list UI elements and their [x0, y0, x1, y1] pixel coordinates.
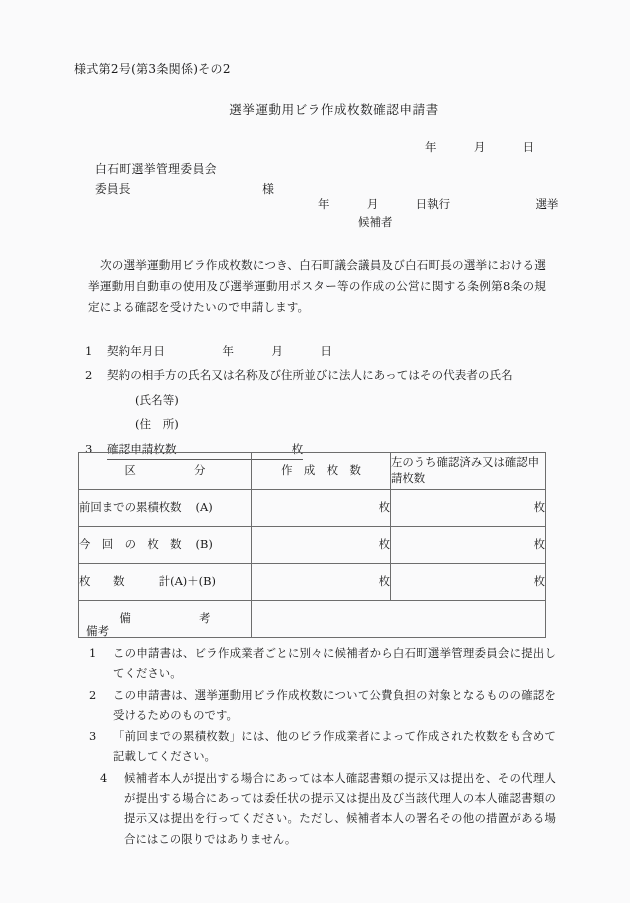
- header-confirmed-count: 左のうち確認済み又は確認申請枚数: [391, 453, 546, 490]
- addressee-chief-label: 委員長: [95, 182, 131, 196]
- counterparty-address-field: (住 所): [135, 417, 179, 432]
- item-label: 確認申請枚数: [107, 441, 177, 456]
- note-number: 3: [89, 729, 97, 744]
- item-label: 契約年月日: [107, 344, 165, 358]
- count-table: [78, 452, 546, 638]
- note-item: [86, 643, 556, 684]
- contract-month-label: 月: [271, 344, 283, 358]
- cell-made-current[interactable]: 枚: [252, 527, 391, 564]
- addressee-chief-row: [95, 180, 274, 198]
- note-text: 候補者本人が提出する場合にあっては本人確認書類の提示又は提出を、その代理人が提出する場合にあっては委任状の提示又は提出及び当該代理人の本人確認書類の提示又は提出を行ってください。ただし、候補者本人の署名その他の措置がある場合にはこの限りではありません。: [124, 770, 556, 846]
- note-item: [86, 768, 556, 849]
- body-paragraph: 次の選挙運動用ビラ作成枚数につき、白石町議会議員及び白石町長の選挙における選挙運動用自動車の使用及び選挙運動用ポスター等の作成の公営に関する条例第8条の規定による確認を受けたいので申請します。: [88, 258, 546, 315]
- cell-made-total[interactable]: 枚: [252, 564, 391, 601]
- row-label-cumulative: [79, 490, 252, 527]
- item-number: 2: [85, 368, 93, 383]
- note-number: 1: [89, 645, 97, 660]
- cell-confirmed-current[interactable]: 枚: [391, 527, 546, 564]
- election-label: 選挙: [535, 197, 559, 211]
- notes-title: 備考: [86, 624, 110, 638]
- note-text: この申請書は、ビラ作成業者ごとに別々に候補者から白石町選挙管理委員会に提出してください。: [113, 645, 556, 681]
- table-header-row: [79, 453, 546, 490]
- note-number: 2: [89, 687, 97, 702]
- item-contract-date: [85, 343, 555, 360]
- row-label-suffix: (A): [195, 500, 213, 515]
- numbered-items: [85, 343, 555, 467]
- election-day-execute-label: 日執行: [415, 197, 451, 211]
- item-counterparty: [85, 367, 555, 384]
- candidate-label: 候補者: [358, 215, 393, 229]
- table-row: [79, 527, 546, 564]
- item-number: 1: [85, 344, 93, 358]
- note-text: この申請書は、選挙運動用ビラ作成枚数について公費負担の対象となるものの確認を受けるためのものです。: [113, 687, 556, 722]
- counterparty-name-field: (氏名等): [135, 392, 179, 407]
- item-label: 契約の相手方の氏名又は名称及び住所並びに法人にあってはその代表者の氏名: [107, 368, 513, 383]
- note-item: [86, 726, 556, 767]
- election-month-label: 月: [366, 197, 379, 211]
- row-label-remarks: 備 考: [79, 601, 252, 638]
- note-number: 4: [100, 770, 108, 785]
- header-made-count: 作 成 枚 数: [252, 453, 391, 490]
- note-item: [86, 685, 556, 726]
- row-label-suffix: (B): [195, 537, 213, 552]
- row-label-current: [79, 527, 252, 564]
- row-label-total: [79, 564, 252, 601]
- row-label-text: 枚 数 計(A)＋(B): [79, 574, 216, 589]
- row-label-text: 今 回 の 枚 数: [79, 537, 182, 552]
- row-label-text: 前回までの累積枚数: [79, 500, 182, 515]
- document-title: 選挙運動用ビラ作成枚数確認申請書: [229, 102, 439, 117]
- header-division: 区 分: [79, 453, 252, 490]
- note-text: 「前回までの累積枚数」には、他のビラ作成業者によって作成された枚数をも含めて記載してください。: [113, 729, 556, 764]
- addressee-honorific: 様: [262, 182, 274, 196]
- contract-year-label: 年: [222, 344, 234, 358]
- table-row: [79, 564, 546, 601]
- requested-count-unit: 枚: [291, 441, 304, 456]
- table-row: [79, 490, 546, 527]
- cell-confirmed-total[interactable]: 枚: [391, 564, 546, 601]
- addressee-organization: 白石町選挙管理委員会: [95, 162, 217, 176]
- notes-section: [86, 623, 556, 850]
- form-number: 様式第2号(第3条関係)その2: [74, 62, 231, 76]
- date-month-label: 月: [473, 140, 486, 154]
- election-year-label: 年: [318, 197, 330, 211]
- contract-day-label: 日: [320, 344, 332, 358]
- election-date-line: [318, 196, 558, 214]
- date-year-label: 年: [425, 140, 437, 154]
- cell-confirmed-cumulative[interactable]: 枚: [391, 490, 546, 527]
- item-number: 3: [85, 441, 93, 456]
- date-line-top: [425, 139, 534, 157]
- cell-made-cumulative[interactable]: 枚: [252, 490, 391, 527]
- date-day-label: 日: [522, 140, 535, 154]
